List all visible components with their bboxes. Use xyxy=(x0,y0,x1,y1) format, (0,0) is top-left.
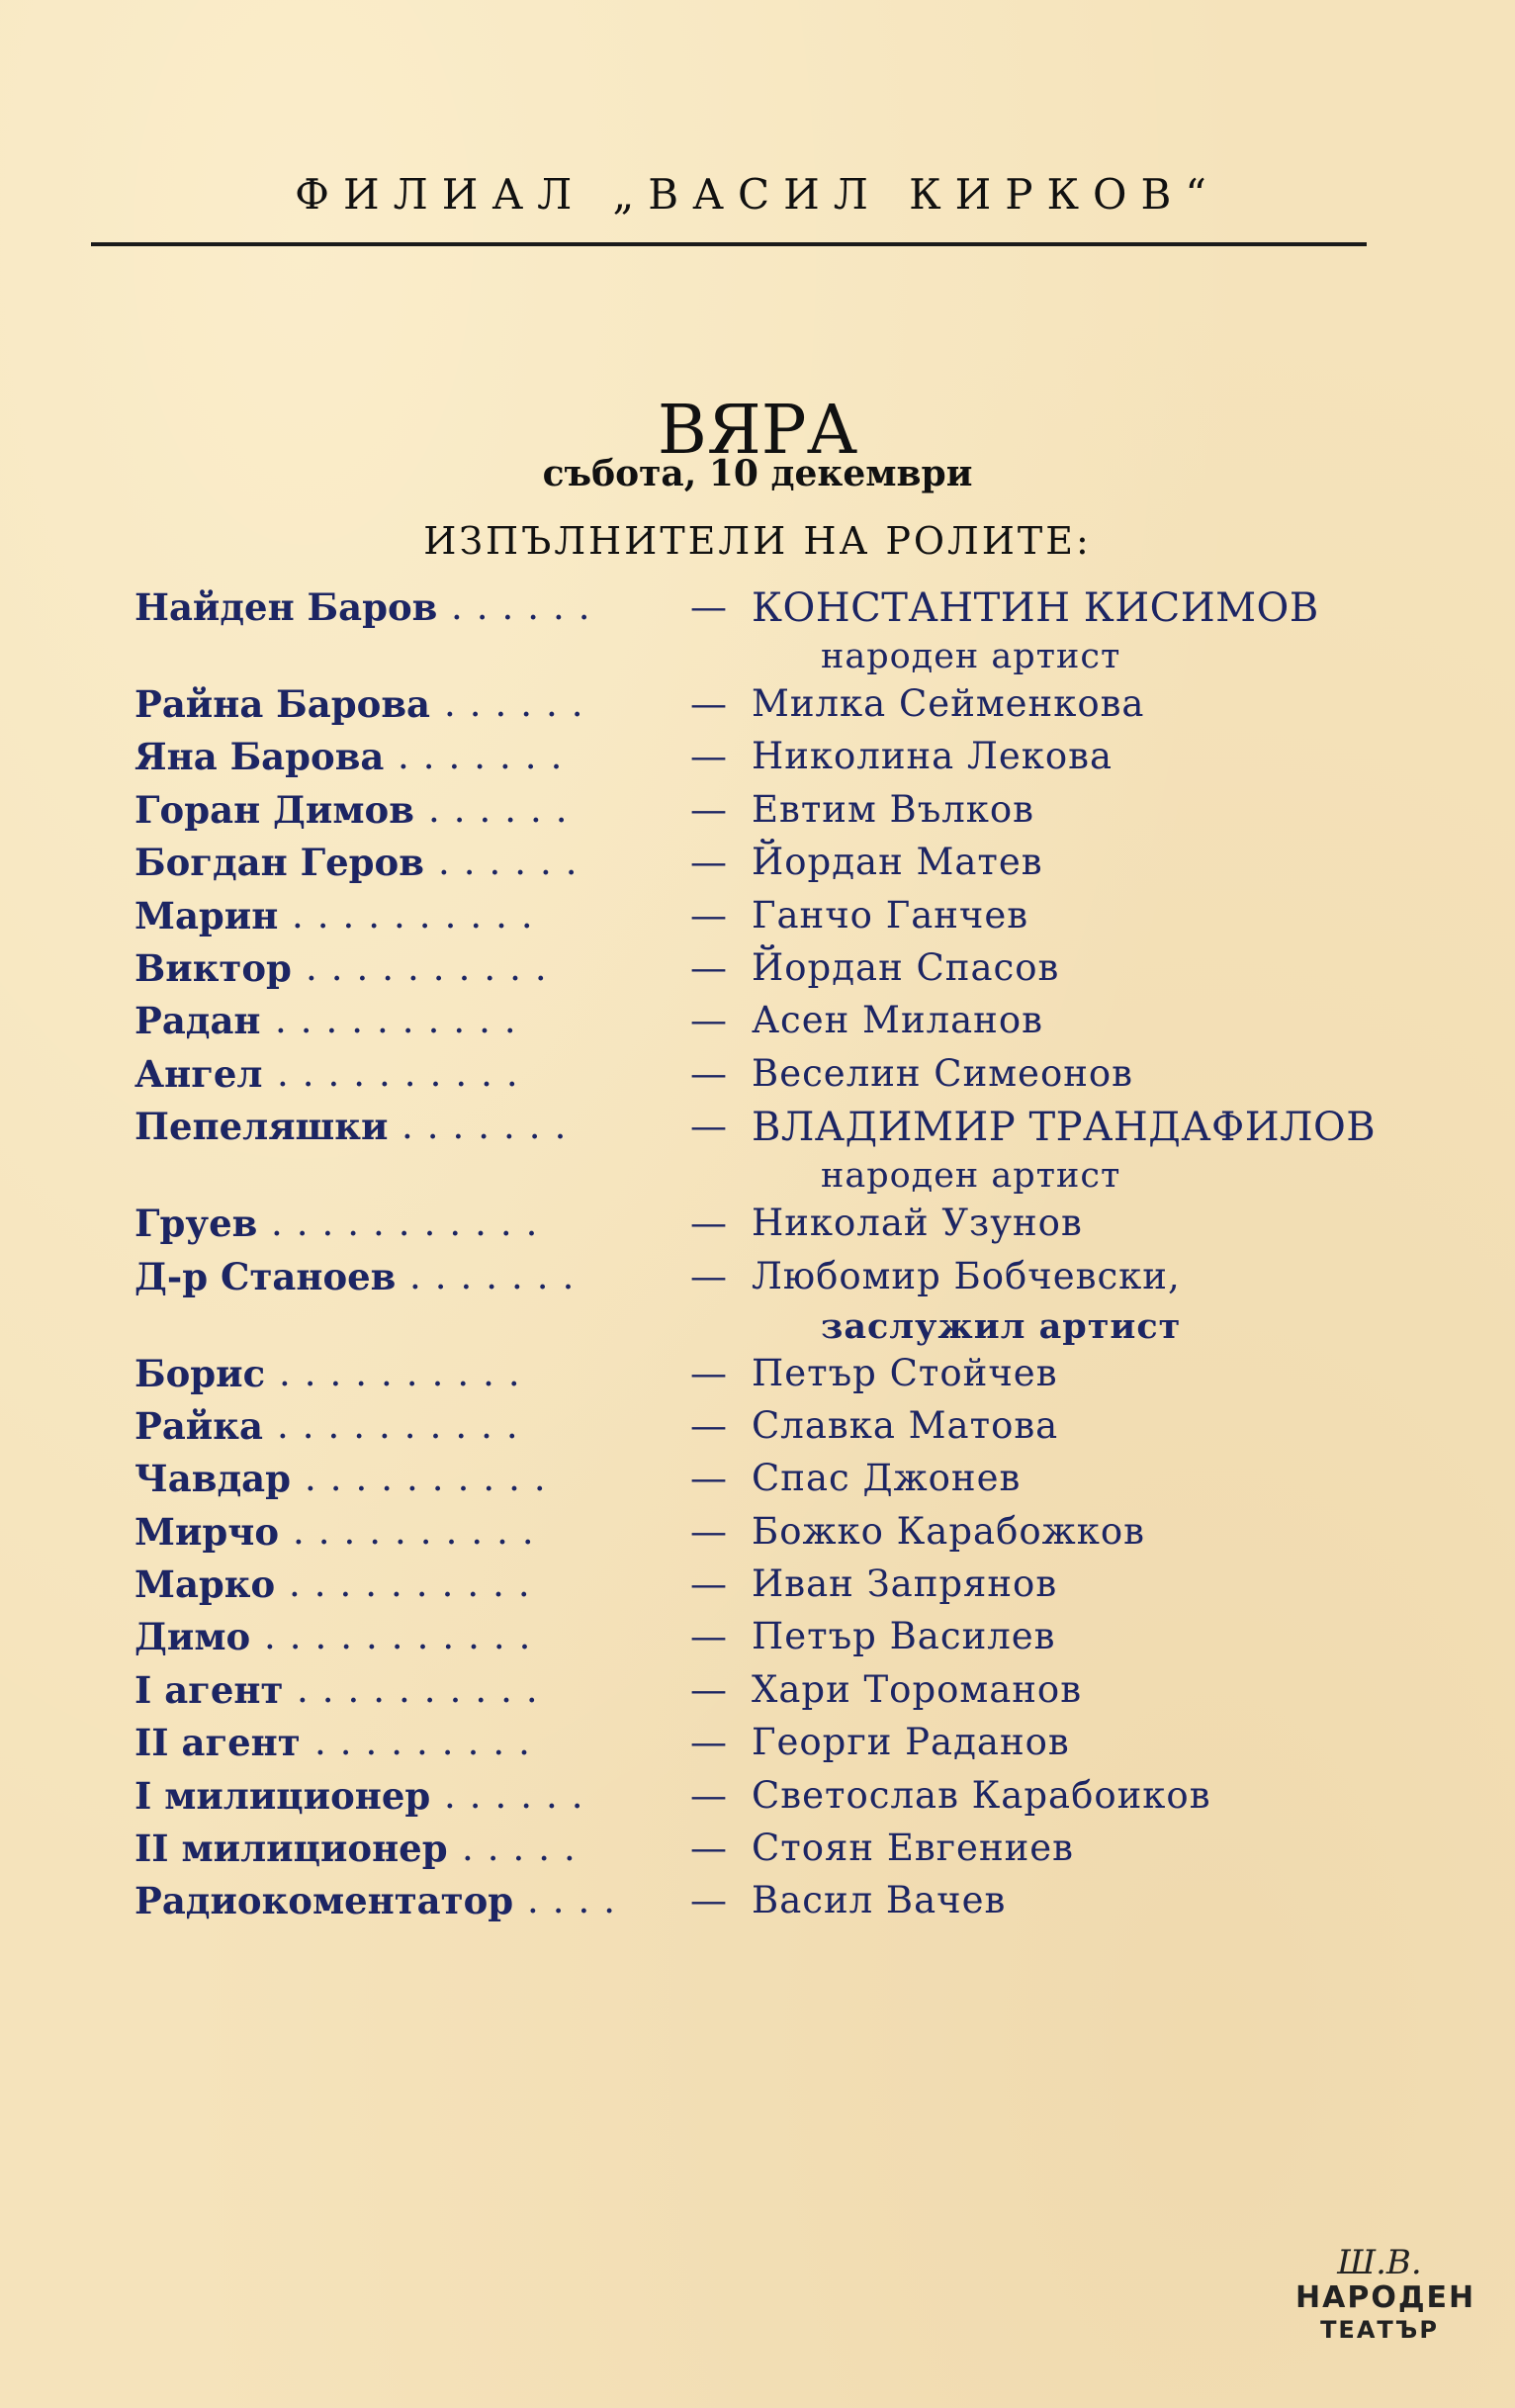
leader-dots: ...... xyxy=(444,1773,597,1817)
separator-dash: — xyxy=(690,1879,727,1922)
role-name: Горан Димов xyxy=(134,787,414,832)
separator-dash: — xyxy=(690,999,727,1042)
separator-dash: — xyxy=(690,1403,727,1447)
actor-title: заслужил артист xyxy=(821,1305,1182,1347)
role-name: Найден Баров xyxy=(134,585,438,629)
role-name: II агент xyxy=(134,1721,301,1765)
actor-name: Петър Василев xyxy=(752,1615,1056,1658)
cast-row xyxy=(134,788,1410,841)
role-name: Марин xyxy=(134,893,279,937)
play-title: ВЯРА xyxy=(657,391,858,470)
stamp-line-1: НАРОДЕН xyxy=(1295,2280,1476,2315)
cast-row xyxy=(134,841,1410,893)
actor-name: Йордан Матев xyxy=(752,841,1043,884)
separator-dash: — xyxy=(690,1202,727,1245)
branch-header: ФИЛИАЛ „ВАСИЛ КИРКОВ“ xyxy=(295,170,1220,219)
actor-name: ВЛАДИМИР ТРАНДАФИЛОВ xyxy=(752,1105,1377,1151)
separator-dash: — xyxy=(690,682,727,725)
role-name: Мирчо xyxy=(134,1509,280,1554)
leader-dots: ...... xyxy=(428,787,581,831)
cast-row xyxy=(134,1052,1410,1105)
actor-name: Стоян Евгениев xyxy=(752,1827,1074,1870)
cast-row xyxy=(134,946,1410,999)
cast-row xyxy=(134,999,1410,1051)
role-name: Груев xyxy=(134,1202,258,1246)
separator-dash: — xyxy=(690,1562,727,1606)
separator-dash: — xyxy=(690,585,727,628)
cast-row xyxy=(134,1774,1410,1827)
actor-name: Божко Карабожков xyxy=(752,1509,1145,1553)
stamp-line-2: ТЕАТЪР xyxy=(1320,2316,1439,2344)
leader-dots: .... xyxy=(527,1879,630,1922)
separator-dash: — xyxy=(690,787,727,831)
cast-row xyxy=(134,1668,1410,1721)
actor-name: Любомир Бобчевски, xyxy=(752,1254,1181,1297)
role-name: Яна Барова xyxy=(134,735,385,779)
role-name: Богдан Геров xyxy=(134,841,424,885)
actor-name: Георги Раданов xyxy=(752,1721,1070,1764)
cast-row xyxy=(134,1879,1410,1931)
actor-name: Славка Матова xyxy=(752,1403,1059,1447)
cast-row xyxy=(134,1202,1410,1254)
cast-row xyxy=(134,735,1410,787)
actor-name: КОНСТАНТИН КИСИМОВ xyxy=(752,585,1319,631)
leader-dots: ...... xyxy=(444,682,597,725)
actor-name: Асен Миланов xyxy=(752,999,1043,1042)
leader-dots: ........... xyxy=(264,1615,545,1658)
leader-dots: .......... xyxy=(279,1351,534,1394)
cast-row xyxy=(134,1255,1410,1352)
performance-date: събота, 10 декември xyxy=(542,453,973,494)
separator-dash: — xyxy=(690,1457,727,1500)
cast-row xyxy=(134,1457,1410,1509)
separator-dash: — xyxy=(690,841,727,884)
leader-dots: ........... xyxy=(271,1202,552,1245)
leader-dots: ...... xyxy=(451,585,604,628)
separator-dash: — xyxy=(690,1051,727,1095)
actor-name: Ганчо Ганчев xyxy=(752,893,1029,936)
actor-name: Веселин Симеонов xyxy=(752,1051,1133,1095)
cast-row xyxy=(134,1827,1410,1879)
actor-title: народен артист xyxy=(821,637,1121,676)
actor-name: Петър Стойчев xyxy=(752,1351,1058,1394)
leader-dots: .......... xyxy=(275,999,530,1042)
role-name: Ангел xyxy=(134,1051,263,1096)
theatre-stamp xyxy=(1295,2243,1476,2352)
cast-row xyxy=(134,1615,1410,1667)
cast-row xyxy=(134,894,1410,946)
leader-dots: ....... xyxy=(398,735,577,778)
role-name: I агент xyxy=(134,1667,284,1712)
role-name: Пепеляшки xyxy=(134,1105,389,1149)
header-divider xyxy=(91,242,1367,246)
leader-dots: .......... xyxy=(277,1051,532,1095)
cast-list xyxy=(134,585,1410,1932)
role-name: Димо xyxy=(134,1615,251,1659)
actor-name: Николай Узунов xyxy=(752,1202,1083,1245)
cast-row xyxy=(134,1721,1410,1773)
role-name: Марко xyxy=(134,1562,276,1607)
separator-dash: — xyxy=(690,1667,727,1711)
cast-heading: ИЗПЪЛНИТЕЛИ НА РОЛИТЕ: xyxy=(423,519,1092,563)
leader-dots: ...... xyxy=(438,841,591,884)
separator-dash: — xyxy=(690,1509,727,1553)
actor-name: Спас Джонев xyxy=(752,1457,1022,1500)
leader-dots: .......... xyxy=(292,893,547,936)
actor-name: Хари Тороманов xyxy=(752,1667,1083,1711)
separator-dash: — xyxy=(690,735,727,778)
cast-row xyxy=(134,585,1410,682)
leader-dots: .......... xyxy=(277,1403,532,1447)
role-name: Радан xyxy=(134,999,261,1043)
separator-dash: — xyxy=(690,1827,727,1870)
separator-dash: — xyxy=(690,945,727,989)
actor-name: Милка Сейменкова xyxy=(752,682,1145,725)
role-name: Чавдар xyxy=(134,1457,291,1501)
separator-dash: — xyxy=(690,1615,727,1658)
actor-name: Васил Вачев xyxy=(752,1879,1007,1922)
separator-dash: — xyxy=(690,1721,727,1764)
role-name: Д-р Станоев xyxy=(134,1254,397,1298)
cast-row xyxy=(134,1404,1410,1457)
role-name: II милиционер xyxy=(134,1827,448,1871)
stamp-signature: Ш.В. xyxy=(1337,2243,1422,2282)
actor-name: Евтим Вълков xyxy=(752,787,1034,831)
role-name: Борис xyxy=(134,1351,266,1395)
cast-row xyxy=(134,1352,1410,1404)
actor-name: Иван Запрянов xyxy=(752,1562,1058,1606)
leader-dots: .......... xyxy=(297,1667,552,1711)
leader-dots: ....... xyxy=(409,1254,588,1297)
role-name: Райка xyxy=(134,1403,263,1448)
role-name: Радиокоментатор xyxy=(134,1879,514,1923)
leader-dots: .......... xyxy=(289,1562,544,1606)
leader-dots: .......... xyxy=(305,1457,560,1500)
separator-dash: — xyxy=(690,1254,727,1297)
actor-name: Йордан Спасов xyxy=(752,945,1060,989)
separator-dash: — xyxy=(690,893,727,936)
leader-dots: ......... xyxy=(314,1721,544,1764)
leader-dots: .......... xyxy=(293,1509,548,1553)
leader-dots: .......... xyxy=(306,945,561,989)
cast-row xyxy=(134,682,1410,735)
role-name: Райна Барова xyxy=(134,682,430,726)
separator-dash: — xyxy=(690,1351,727,1394)
actor-title: народен артист xyxy=(821,1156,1121,1197)
role-name: I милиционер xyxy=(134,1773,431,1818)
cast-row xyxy=(134,1105,1410,1202)
cast-row xyxy=(134,1562,1410,1615)
cast-row xyxy=(134,1510,1410,1562)
separator-dash: — xyxy=(690,1773,727,1817)
leader-dots: ..... xyxy=(462,1827,589,1870)
actor-name: Светослав Карабоиков xyxy=(752,1773,1211,1817)
leader-dots: ....... xyxy=(401,1105,580,1148)
separator-dash: — xyxy=(690,1105,727,1148)
actor-name: Николина Лекова xyxy=(752,735,1114,778)
role-name: Виктор xyxy=(134,945,292,990)
